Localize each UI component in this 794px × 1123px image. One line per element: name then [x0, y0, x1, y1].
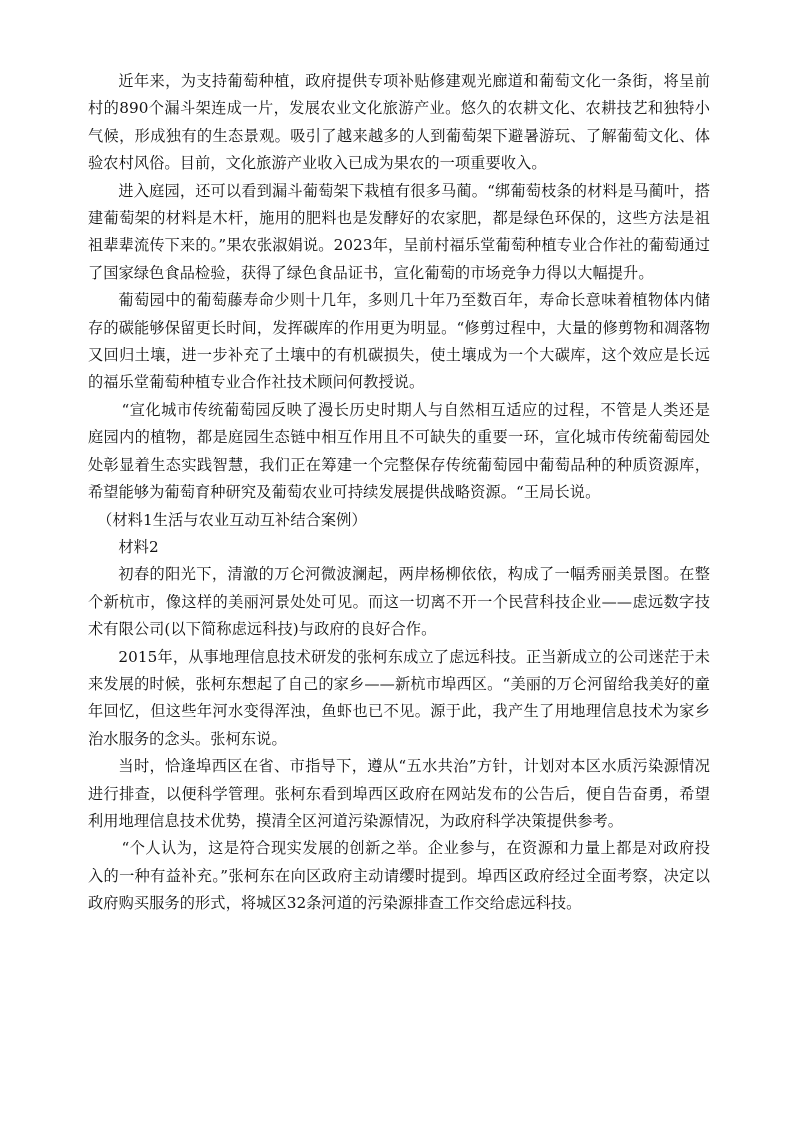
material-2-heading: 材料2 [118, 537, 159, 556]
paragraph-water-governance: 当时，恰逢埠西区在省、市指导下，遵从“五水共治”方针，计划对本区水质污染源情况进行排查，以便科学管理。张柯东看到埠西区政府在网站发布的公告后，便自告奋勇，希望利用地理信息技术优势，摸清全区河道污染源情况，为政府科学决策提供参考。 [88, 757, 710, 830]
material-1-caption: （材料1生活与农业互动互补结合案例） [97, 510, 367, 529]
paragraph-courtyard: 进入庭园，还可以看到漏斗葡萄架下栽植有很多马蔺。“绑葡萄枝条的材料是马蔺叶，搭建葡萄架的材料是木杆，施用的肥料也是发酵好的农家肥，都是绿色环保的，这些方法是祖祖辈辈流传下来的。”果农张淑娟说。2023年，呈前村福乐堂葡萄种植专业合作社的葡萄通过了国家绿色食品检验，获得了绿色食品证书，宣化葡萄的市场竞争力得以大幅提升。 [88, 181, 710, 282]
paragraph-carbon: 葡萄园中的葡萄藤寿命少则十几年，多则几十年乃至数百年，寿命长意味着植物体内储存的碳能够保留更长时间，发挥碳库的作用更为明显。“修剪过程中，大量的修剪物和凋落物又回归土壤，进一步补充了土壤中的有机碳损失，使土壤成为一个大碳库，这个效应是长远的福乐堂葡萄种植专业合作社技术顾问何教授说。 [88, 291, 710, 392]
paragraph-wisdom-quote: “宣化城市传统葡萄园反映了漫长历史时期人与自然相互适应的过程，不管是人类还是庭园内的植物，都是庭园生态链中相互作用且不可缺失的重要一环，宣化城市传统葡萄园处处彰显着生态实践智慧，我们正在筹建一个完整保存传统葡萄园中葡萄品种的种质资源库，希望能够为葡萄育种研究及葡萄农业可持续发展提供战略资源。“王局长说。 [88, 400, 710, 502]
paragraph-river-scene: 初春的阳光下，清澈的万仑河微波澜起，两岸杨柳依依，构成了一幅秀丽美景图。在整个新杭市，像这样的美丽河景处处可见。而这一切离不开一个民营科技企业——虑远数字技术有限公司(以下简称虑远科技)与政府的良好合作。 [88, 565, 710, 639]
paragraph-company-founding: 2015年，从事地理信息技术研发的张柯东成立了虑远科技。正当新成立的公司迷茫于未来发展的时候，张柯东想起了自己的家乡——新杭市埠西区。“美丽的万仑河留给我美好的童年回忆，但这些年河水变得浑浊，鱼虾也已不见。源于此，我产生了用地理信息技术为家乡治水服务的念头。张柯东说。 [88, 647, 710, 748]
document-body [88, 68, 710, 918]
paragraph-government-service: “个人认为，这是符合现实发展的创新之举。企业参与，在资源和力量上都是对政府投入的一种有益补充。”张柯东在向区政府主动请缨时提到。埠西区政府经过全面考察，决定以政府购买服务的形式，将城区32条河道的污染源排查工作交给虑远科技。 [88, 839, 710, 913]
paragraph-tourism: 近年来，为支持葡萄种植，政府提供专项补贴修建观光廊道和葡萄文化一条街，将呈前村的890个漏斗架连成一片，发展农业文化旅游产业。悠久的农耕文化、农耕技艺和独特小气候，形成独有的生态景观。吸引了越来越多的人到葡萄架下避暑游玩、了解葡萄文化、体验农村风俗。目前，文化旅游产业收入已成为果农的一项重要收入。 [88, 72, 710, 173]
